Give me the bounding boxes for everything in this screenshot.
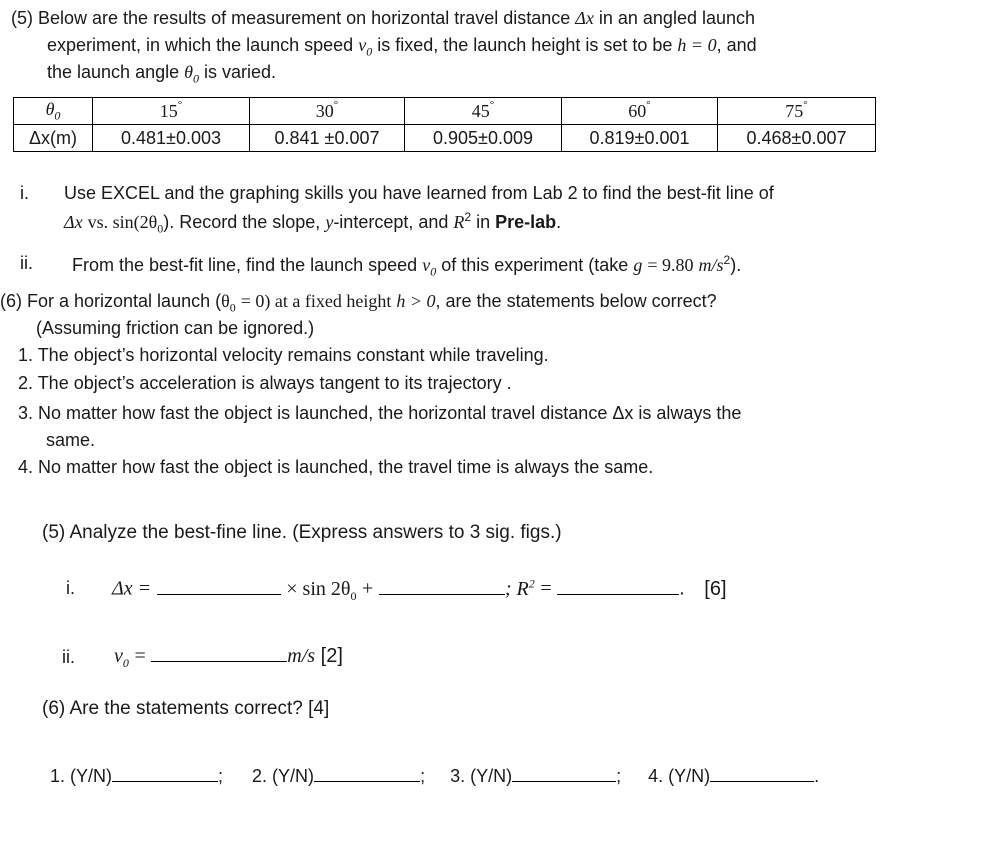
period: . [814,766,820,786]
speed-blank[interactable] [151,647,287,662]
statement-3: 3. No matter how fast the object is launched, the horizontal travel distance Δx is always the [18,403,742,423]
table-cell-value: 0.819±0.001 [562,125,718,152]
equals-sign: = [134,645,146,667]
r2-label: ; $R^2$ [504,576,535,600]
q5-text: experiment, in which the launch speed [47,35,354,55]
answer-5-i-number: i. [66,578,75,598]
statement-1: 1. The object’s horizontal velocity remains constant while traveling. [18,345,549,365]
yn-row [50,766,819,787]
unit-label: m/s [287,645,316,667]
measurement-table [13,97,876,152]
q5-line2 [47,35,757,60]
item-i-number: i. [20,183,29,203]
sin-term: × $\sin 2\theta_0$ [286,577,357,603]
period: . [679,577,685,600]
table-cell-value: 0.905±0.009 [405,125,562,152]
v0-symbol: $v_0$ [358,35,373,59]
yn-label-3: 3. (Y/N) [450,766,513,786]
yn-blank-2[interactable] [314,767,420,782]
q5-line1 [11,8,755,29]
r2-blank[interactable] [557,580,679,595]
points-6: [6] [704,577,727,600]
table-cell-angle: 75° [718,98,876,125]
q5-text: , and [716,35,757,55]
q5-text: is fixed, the launch height is set to be [377,35,673,55]
answer-6-title: (6) Are the statements correct? [4] [42,698,330,719]
separator: ; [420,766,426,786]
yn-blank-1[interactable] [112,767,218,782]
separator: ; [616,766,622,786]
slope-blank[interactable] [157,580,281,595]
theta0-symbol: $\theta_0$ [184,62,199,86]
h-equation: h = 0 [677,35,717,55]
item-i-line2: Δx vs. $\sin(2\theta_0)$. Record the slope, y-intercept, and $R^2$ in Pre-lab. [64,210,562,236]
yn-blank-3[interactable] [512,767,616,782]
q6-line2: (Assuming friction can be ignored.) [36,318,315,338]
statement-2: 2. The object’s acceleration is always tangent to its trajectory . [18,373,512,393]
table-cell-value: 0.481±0.003 [93,125,250,152]
equals-sign: = [540,577,552,600]
yn-label-4: 4. (Y/N) [648,766,711,786]
table-cell-angle: 30° [250,98,405,125]
item-ii-line: From the best-fit line, find the launch speed $v_0$ of this experiment (take g = 9.80 $m/s^2$). [72,253,742,279]
statement-4: 4. No matter how fast the object is launched, the travel time is always the same. [18,457,654,477]
answer-5-ii-number: ii. [62,647,75,667]
q5-line3 [47,62,276,87]
q5-text: in an angled launch [598,8,756,28]
yn-label-1: 1. (Y/N) [50,766,113,786]
q6-line1: (6) For a horizontal launch $(\theta_0 = 0)$ at a fixed height h > 0, are the statements below correct? [0,291,717,315]
intercept-blank[interactable] [379,580,505,595]
answer-5-ii-line [114,645,343,671]
dx-eq-label: Δx = [112,577,152,600]
q5-text: (5) Below are the results of measurement on horizontal travel distance [11,8,571,28]
item-ii-number: ii. [20,253,33,273]
table-row [14,98,876,125]
statement-3-cont: same. [46,430,96,450]
item-i-line1: Use EXCEL and the graphing skills you have learned from Lab 2 to find the best-fit line of [64,183,774,203]
points-2: [2] [320,645,343,667]
table-header-dx: Δx(m) [14,125,93,152]
yn-blank-4[interactable] [710,767,814,782]
table-cell-value: 0.841 ±0.007 [250,125,405,152]
answer-5-title: (5) Analyze the best-fine line. (Express answers to 3 sig. figs.) [42,522,562,543]
table-cell-angle: 15° [93,98,250,125]
table-header-theta: $\theta_0$ [14,98,93,125]
yn-label-2: 2. (Y/N) [252,766,315,786]
q5-text: the launch angle [47,62,180,82]
delta-x-symbol: Δx [575,8,594,28]
plus-sign: + [362,577,374,600]
separator: ; [218,766,224,786]
table-cell-value: 0.468±0.007 [718,125,876,152]
answer-5-i-line [112,576,727,604]
v0-label: $v_0$ [114,645,129,670]
table-row [14,125,876,152]
table-cell-angle: 45° [405,98,562,125]
table-cell-angle: 60° [562,98,718,125]
q5-text: is varied. [203,62,277,82]
